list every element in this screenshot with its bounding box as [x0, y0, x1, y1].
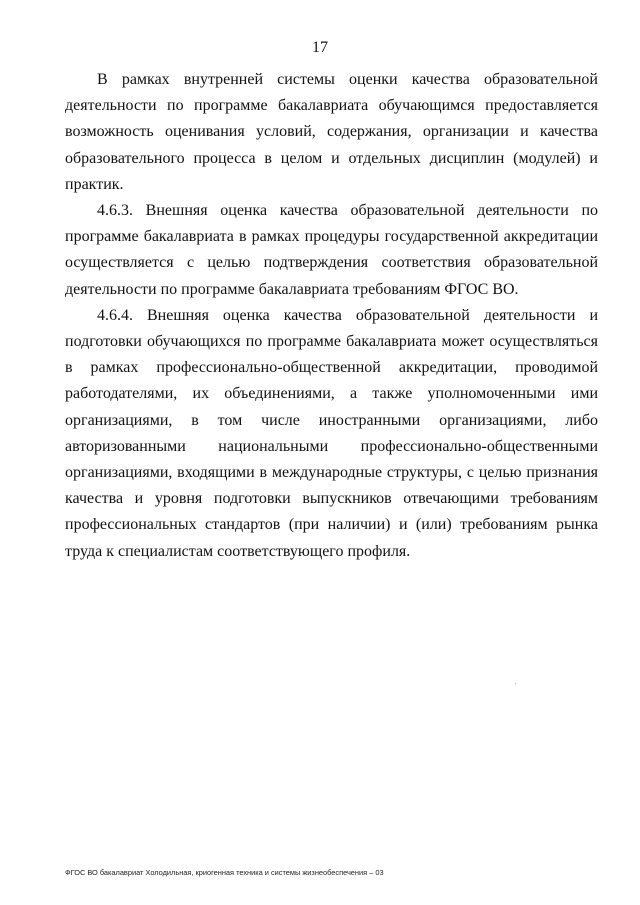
- body-text: [65, 67, 598, 565]
- page-number: 17: [312, 39, 328, 56]
- paragraph-4-6-3: 4.6.3. Внешняя оценка качества образовательной деятельности по программе бакалавриата в рамках процедуры государственной аккредитации осуществляется с целью подтверждения соответствия образовательной деятельности по программе бакалавриата требованиям ФГОС ВО.: [65, 202, 598, 298]
- scan-speck: [515, 683, 516, 684]
- paragraph-4-6-4: 4.6.4. Внешняя оценка качества образовательной деятельности и подготовки обучающихся по программе бакалавриата может осуществляться в рамках профессионально-общественной аккредитации, проводимой работодателями, их объединениями, а также уполномоченными ими организациями, в том числе иностранными организациями, либо авторизованными национальными профессионально-общественными организациями, входящими в международные структуры, с целью признания качества и уровня подготовки выпускников отвечающими требованиям профессиональных стандартов (при наличии) и (или) требованиям рынка труда к специалистам соответствующего профиля.: [65, 306, 598, 560]
- page-footer: ФГОС ВО бакалавриат Холодильная, криогенная техника и системы жизнеобеспечения – 03: [65, 868, 384, 877]
- paragraph-internal-assessment: В рамках внутренней системы оценки качества образовательной деятельности по программе бакалавриата обучающимся предоставляется возможность оценивания условий, содержания, организации и качества образовательного процесса в целом и отдельных дисциплин (модулей) и практик.: [65, 71, 598, 193]
